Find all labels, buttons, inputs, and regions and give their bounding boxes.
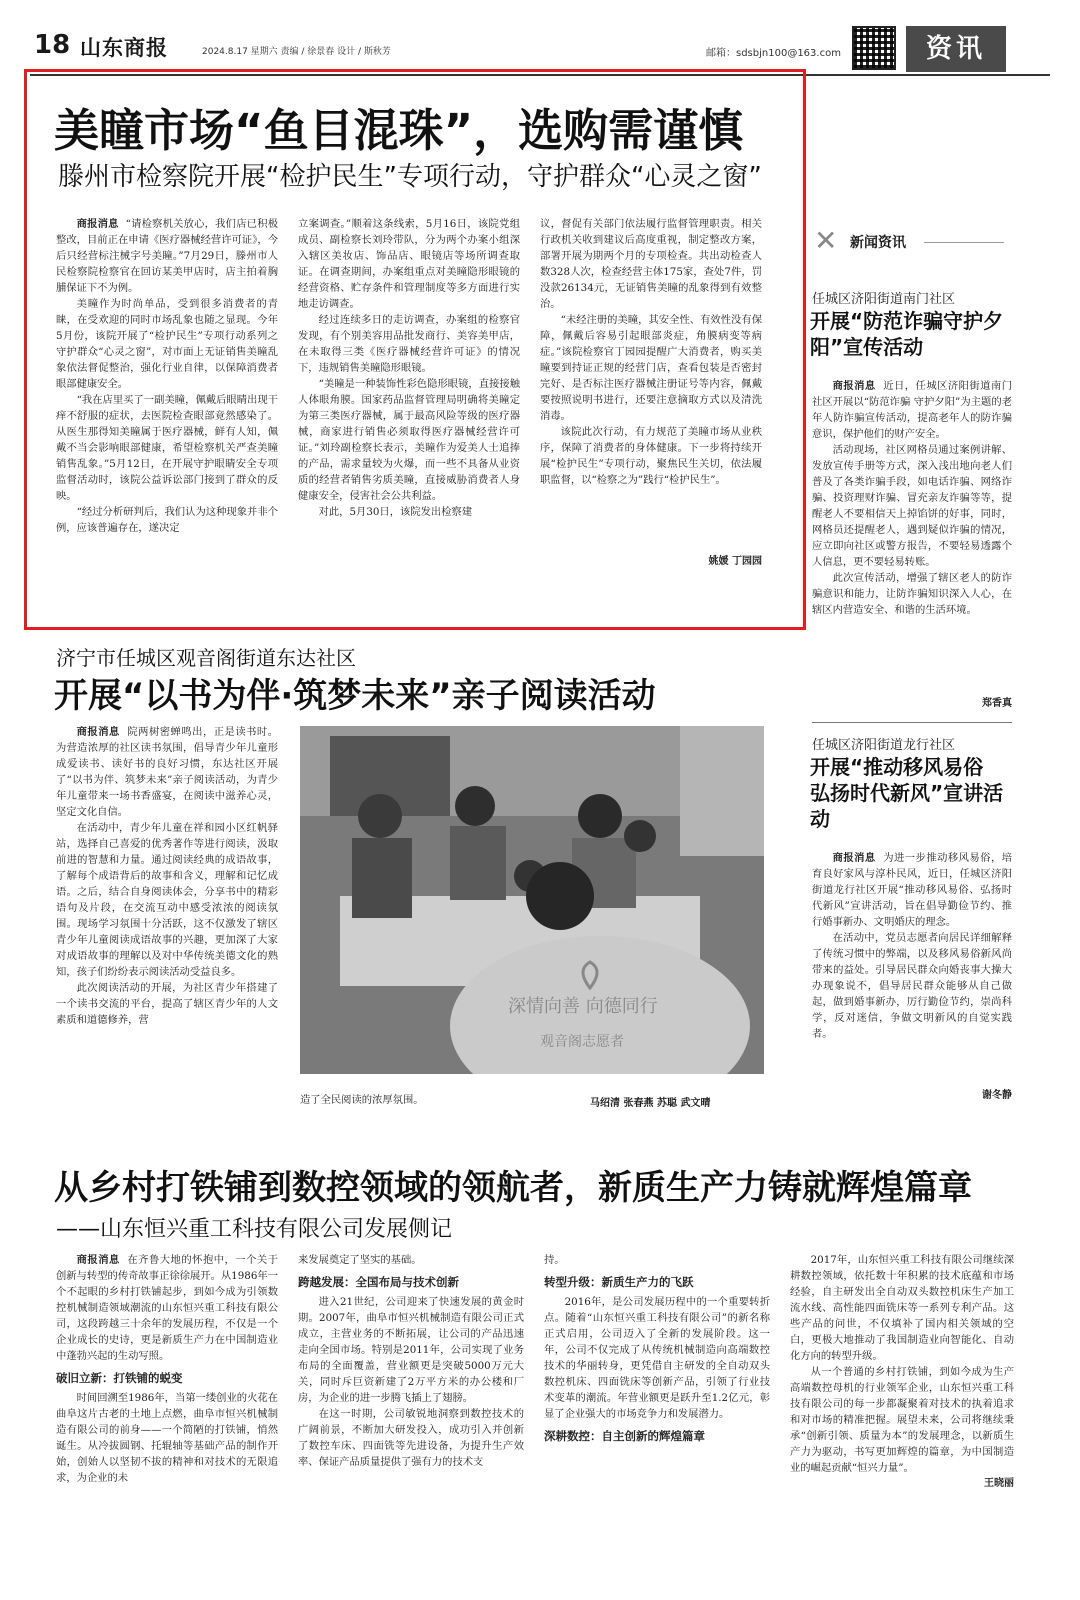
sidebar-story1-kicker: 任城区济阳街道南门社区 bbox=[812, 292, 956, 307]
paragraph: “请检察机关放心，我们店已积极整改，目前正在申请《医疗器械经营许可证》，今后只经营标注械字号美瞳。”7月29日，滕州市人民检察院检察官在回访某美甲店时，店主拍着胸脯保证下不为例。 bbox=[56, 218, 278, 294]
bottom-column-4 bbox=[790, 1252, 1014, 1588]
vest-text: 深情向善 向德同行 bbox=[508, 996, 658, 1017]
reading-title: 开展“以书为伴·筑梦未来”亲子阅读活动 bbox=[54, 676, 656, 716]
reading-kicker: 济宁市任城区观音阁街道东达社区 bbox=[56, 646, 356, 670]
activity-photo bbox=[300, 726, 764, 1074]
section-heading: 跨越发展：全国布局与技术创新 bbox=[298, 1275, 459, 1289]
bottom-column-1 bbox=[56, 1252, 278, 1588]
paragraph: 在齐鲁大地的怀抱中，一个关于创新与转型的传奇故事正徐徐展开。从1986年一个不起眼的乡村打铁铺起步，到如今成为引领数控机械制造领域潮流的山东恒兴重工科技有限公司，这段跨越三十余年的发展历程，不仅是一个企业成长的史诗，更是新质生产力在中国制造业中蓬勃兴起的生动写照。 bbox=[56, 1254, 278, 1362]
lead-byline: 姚媛 丁园园 bbox=[708, 556, 762, 567]
photo-credits: 马绍清 张春燕 苏聪 武文晴 bbox=[590, 1098, 711, 1109]
reading-column-1 bbox=[56, 724, 278, 1114]
sidebar-story1-byline-box bbox=[812, 696, 1012, 714]
reading-source: 商报消息 bbox=[76, 726, 120, 738]
divider bbox=[812, 722, 1012, 723]
section-heading: 破旧立新：打铁铺的蜕变 bbox=[56, 1371, 183, 1385]
news-label-rule bbox=[924, 242, 1004, 243]
paragraph: 为进一步推动移风易俗，培育良好家风与淳朴民风，近日，任城区济阳街道龙行社区开展“推动移风易俗、弘扬时代新风”宣讲活动，旨在倡导勤俭节约、推行婚事新办、文明婚庆的理念。 bbox=[812, 852, 1012, 928]
paragraph: 活动现场，社区网格员通过案例讲解、发放宣传手册等方式，深入浅出地向老人们普及了各类诈骗手段，如电话诈骗、网络诈骗、投资理财诈骗、冒充亲友诈骗等等，提醒老人不要相信天上掉馅饼的好事，同时，网格员还提醒老人，遇到疑似诈骗的情况，应立即向社区或警方报告，不要轻易透露个人信息，更不要轻易转账。 bbox=[812, 444, 1012, 568]
bottom-column-2 bbox=[298, 1252, 524, 1588]
paragraph: 经过连续多日的走访调查，办案组的检察官发现，有个别美容用品批发商行、美容美甲店，在未取得三类《医疗器械经营许可证》的情况下，违规销售美瞳隐形眼镜。 bbox=[298, 314, 520, 374]
issue-meta: 2024.8.17 星期六 责编 / 徐景春 设计 / 斯秋芳 bbox=[202, 47, 391, 57]
paragraph: 在活动中，青少年儿童在祥和园小区红帆驿站，选择自己喜爱的优秀著作等进行阅读，汲取前进的智慧和力量。通过阅读经典的成语故事，了解每个成语背后的故事和含义，理解和记忆成语。之后，结合自身阅读体会，分享书中的精彩语句及片段，在交流互动中感受浓浓的阅读氛围。现场学习氛围十分活跃，这不仅激发了辖区青少年儿童阅读成语故事的兴趣，更加深了大家对成语故事的理解以及对中华传统美德文化的熟知，孩子们纷纷表示阅读活动受益良多。 bbox=[56, 822, 278, 978]
paragraph: 持。 bbox=[544, 1254, 565, 1266]
sidebar-story2-kicker: 任城区济阳街道龙行社区 bbox=[812, 738, 956, 753]
sidebar-story2-title: 开展“推动移风易俗 弘扬时代新风”宣讲活动 bbox=[810, 755, 1004, 831]
paragraph: 在这一时期，公司敏锐地洞察到数控技术的广阔前景，不断加大研发投入，成功引入并创新了数控车床、四面铣等先进设备，为提升生产效率、保证产品质量提供了强有力的技术支 bbox=[298, 1408, 524, 1468]
paragraph: “未经注册的美瞳，其安全性、有效性没有保障，佩戴后容易引起眼部炎症，角膜病变等病症。”该院检察官丁园园提醒广大消费者，购买美瞳要到持证正规的经营门店，查看包装是否密封完好、是否标注医疗器械注册证号等内容，佩戴要按照说明书进行，还要注意摘取方式以及清洗消毒。 bbox=[540, 314, 762, 422]
lead-column-1 bbox=[56, 216, 278, 608]
sidebar-story1-title: 开展“防范诈骗守护夕阳”宣传活动 bbox=[810, 309, 1004, 359]
sidebar-story2-byline: 谢冬静 bbox=[982, 1090, 1012, 1101]
paragraph: 该院此次行动，有力规范了美瞳市场从业秩序，保障了消费者的身体健康。下一步将持续开展“检护民生”专项行动，聚焦民生关切，依法履职监督，以“检察之为”践行“检护民生”。 bbox=[540, 426, 762, 486]
caption-box bbox=[300, 1092, 580, 1110]
paragraph: 时间回溯至1986年，当第一缕创业的火花在曲阜这片古老的土地上点燃，曲阜市恒兴机械制造有限公司的前身——一个简陋的打铁铺，悄然诞生。从冷拔圆钢、托辊轴等基础产品的制作开始，创始人以坚韧不拔的精神和对技术的无限追求，为企业的未 bbox=[56, 1392, 278, 1484]
paragraph: 近日，任城区济阳街道南门社区开展以“防范诈骗 守护夕阳”为主题的老年人防诈骗宣传活动，提高老年人的防诈骗意识，保护他们的财产安全。 bbox=[812, 380, 1012, 440]
bottom-byline: 王晓丽 bbox=[984, 1478, 1014, 1489]
paragraph: 立案调查。”顺着这条线索，5月16日，该院党组成员、副检察长刘玲带队，分为两个办案小组深入辖区美妆店、饰品店、眼镜店等场所调查取证。在调查期间，办案组重点对美瞳隐形眼镜的经营资格、贮存条件和管理制度等多方面进行实地走访调查。 bbox=[298, 218, 520, 310]
paragraph: “美瞳是一种装饰性彩色隐形眼镜，直接接触人体眼角膜。国家药品监督管理局明确将美瞳定为第三类医疗器械，属于最高风险等级的医疗器械，商家进行销售必须取得医疗器械经营许可证。”刘玲副检察长表示，美瞳作为爱美人士追捧的产品，需求量较为火爆，而一些不具备从业资质的经营者销售劣质美瞳，直接威胁消费者人身健康安全，侵害社会公共利益。 bbox=[298, 378, 520, 502]
lead-column-2 bbox=[298, 216, 520, 608]
bottom-subtitle: ——山东恒兴重工科技有限公司发展侧记 bbox=[56, 1217, 453, 1242]
bottom-column-3 bbox=[544, 1252, 770, 1588]
lead-column-3 bbox=[540, 216, 762, 576]
section-heading: 深耕数控：自主创新的辉煌篇章 bbox=[544, 1429, 705, 1443]
paragraph: 美瞳作为时尚单品，受到很多消费者的青睐，在受欢迎的同时市场乱象也随之显现。今年5月份，该院开展了“检护民生”专项行动系列之守护群众“心灵之窗”，对市面上无证销售美瞳乱象依法督促整治，强化行业自律，以保障消费者眼部健康安全。 bbox=[56, 298, 278, 390]
paragraph: 从一个普通的乡村打铁铺，到如今成为生产高端数控母机的行业领军企业，山东恒兴重工科技有限公司的每一步都凝聚着对技术的执着追求和对市场的精准把握。展望未来，公司将继续秉承“创新引领、质量为本”的发展理念，以新质生产力为驱动，书写更加辉煌的篇章，为中国制造业的崛起贡献“恒兴力量”。 bbox=[790, 1366, 1014, 1474]
sidebar-story1-source: 商报消息 bbox=[832, 380, 876, 392]
paragraph: 在活动中，党员志愿者向居民详细解释了传统习惯中的弊端，以及移风易俗新风尚带来的益处。引导居民群众向婚丧事大操大办现象说不，倡导居民群众能够从自己做起，做到婚事新办，厉行勤俭节约，崇尚科学，反对迷信，争做文明新风的自觉实践者。 bbox=[812, 932, 1012, 1040]
sidebar-story2-body bbox=[812, 850, 1012, 1084]
section-label: 资讯 bbox=[906, 26, 1006, 72]
paragraph: 2016年，是公司发展历程中的一个重要转折点。随着“山东恒兴重工科技有限公司”的新名称正式启用，公司迈入了全新的发展阶段。这一年，公司不仅完成了从传统机械制造向高端数控技术的华丽转身，更凭借自主研发的全自动双头数控机床、四面铣床等创新产品，引领了行业技术变革的潮流。年营业额更是跃升至1.2亿元，彰显了企业强大的市场竞争力和发展潜力。 bbox=[544, 1296, 770, 1420]
paragraph: “经过分析研判后，我们认为这种现象并非个例，应该普遍存在，遂决定 bbox=[56, 506, 278, 534]
x-mark-icon: ✕ bbox=[814, 224, 838, 257]
paragraph: 院两树密蝉鸣出，正是读书时。为营造浓厚的社区读书氛围，倡导青少年儿童形成爱读书、读好书的良好习惯，东达社区开展了“以书为伴、筑梦未来”亲子阅读活动，为青少年儿童带来一场书香盛宴，在阅读中滋养心灵，坚定文化自信。 bbox=[56, 726, 278, 818]
paragraph: 2017年，山东恒兴重工科技有限公司继续深耕数控领域，依托数十年积累的技术底蕴和市场经验，自主研发出全自动双头数控机床生产加工流水线、高性能四面铣床等一系列专利产品。这些产品的问世，不仅填补了国内相关领域的空白，更极大地推动了我国制造业向智能化、自动化方向的转型升级。 bbox=[790, 1254, 1014, 1362]
contact-email: 邮箱：sdsbjn100@163.com bbox=[706, 48, 841, 59]
paper-name: 山东商报 bbox=[80, 36, 168, 60]
paragraph: 议，督促有关部门依法履行监督管理职责。相关行政机关收到建议后高度重视，制定整改方案，部署开展为期两个月的专项检查。共出动检查人数328人次，检查经营主体175家，查处7件，罚没款26134元，无证销售美瞳的乱象得到有效整治。 bbox=[540, 218, 762, 310]
qr-code-icon bbox=[852, 26, 896, 70]
paragraph: 对此，5月30日，该院发出检察建 bbox=[318, 506, 473, 518]
lead-source: 商报消息 bbox=[76, 218, 119, 230]
vest-text-2: 观音阁志愿者 bbox=[540, 1034, 624, 1050]
paragraph: 此次阅读活动的开展，为社区青少年搭建了一个读书交流的平台，提高了辖区青少年的人文素质和道德修养，营 bbox=[56, 982, 278, 1026]
photo-illustration bbox=[300, 726, 764, 1074]
news-label bbox=[814, 224, 1004, 257]
bottom-title: 从乡村打铁铺到数控领域的领航者，新质生产力铸就辉煌篇章 bbox=[54, 1168, 972, 1208]
photo-caption: 造了全民阅读的浓厚氛围。 bbox=[300, 1094, 424, 1106]
sidebar-story1-byline: 郑香真 bbox=[982, 698, 1012, 709]
page-number: 18 bbox=[34, 30, 71, 60]
paragraph: 此次宣传活动，增强了辖区老人的防诈骗意识和能力，让防诈骗知识深入人心，在辖区内营造安全、和谐的生活环境。 bbox=[812, 572, 1012, 616]
paragraph: 进入21世纪，公司迎来了快速发展的黄金时期。2007年，曲阜市恒兴机械制造有限公司正式成立，主营业务的不断拓展，让公司的产品迅速走向全国市场。特别是2011年，公司实现了业务布局的全面覆盖，营业额更是突破5000万元大关，同时斥巨资新建了2万平方米的办公楼和厂房，为企业的进一步腾飞插上了翅膀。 bbox=[298, 1296, 524, 1404]
sidebar-story2-source: 商报消息 bbox=[832, 852, 876, 864]
sidebar-story1-body bbox=[812, 378, 1012, 690]
paragraph: 来发展奠定了坚实的基础。 bbox=[298, 1254, 422, 1266]
lead-byline-box bbox=[540, 554, 762, 572]
news-label-text: 新闻资讯 bbox=[850, 235, 906, 251]
bottom-source: 商报消息 bbox=[76, 1254, 120, 1266]
lead-title: 美瞳市场“鱼目混珠”，选购需谨慎 bbox=[54, 104, 744, 157]
section-heading: 转型升级：新质生产力的飞跃 bbox=[544, 1275, 694, 1289]
lead-subtitle: 滕州市检察院开展“检护民生”专项行动，守护群众“心灵之窗” bbox=[58, 162, 762, 192]
paragraph: “我在店里买了一副美瞳，佩戴后眼睛出现干痒不舒服的症状，去医院检查眼部竟然感染了。从医生那得知美瞳属于医疗器械，鲜有人知，佩戴不当会影响眼部健康，希望检察机关严查美瞳销售乱象。”5月12日，在开展守护眼睛安全专项监督活动时，该院公益诉讼部门接到了群众的反映。 bbox=[56, 394, 278, 502]
sidebar-story2-byline-box bbox=[812, 1088, 1012, 1106]
